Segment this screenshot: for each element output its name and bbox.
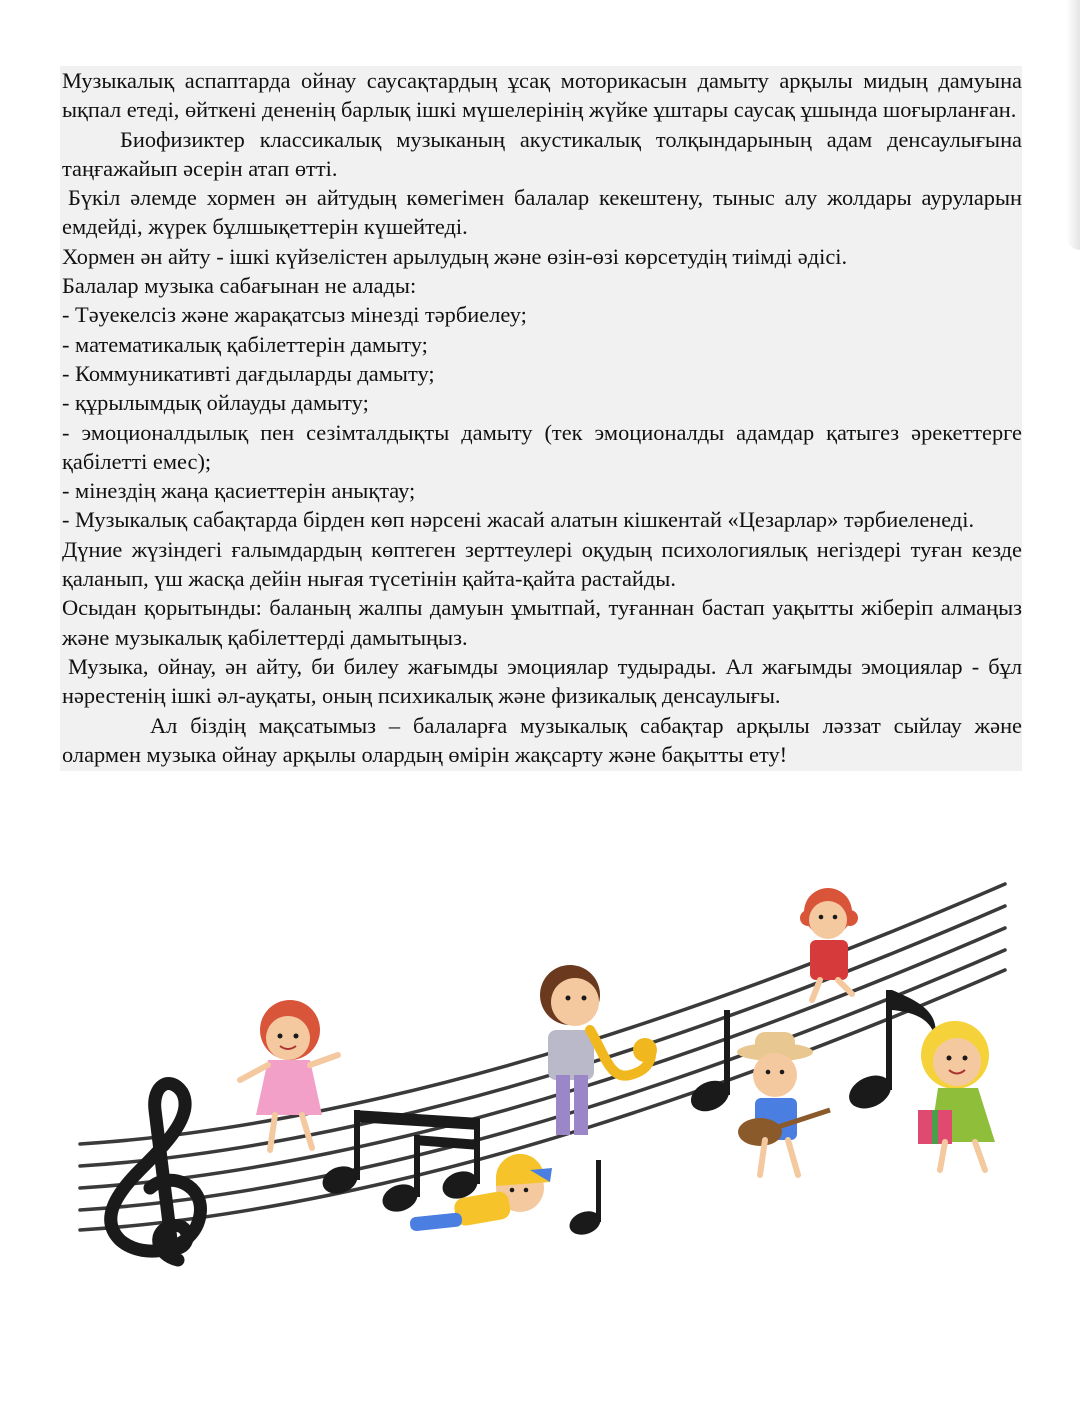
paragraph-choir-healing: Бүкіл әлемде хормен ән айтудың көмегімен балалар кекештену, тыныс алу жолдары ауруларын емдейді, жүрек бұлшықеттерін күшейтеді. [62,185,1022,240]
music-note-icon [686,1010,734,1117]
boy-guitar-icon [737,1032,830,1175]
paragraph-choir-stress: Хормен ән айту - ішкі күйзелістен арылудың және өзін-өзі көрсетудің тиімді әдісі. [62,243,848,269]
boy-lying-icon [409,1154,552,1232]
paragraph-motor-skills: Музыкалық аспаптарда ойнау саусақтардың ұсақ моторикасын дамыту арқылы мидың дамуына ықпал етеді, өйткені дененің барлық ішкі мүшелерінің жүйке ұштары саусақ ұшында шоғырланған. [62,68,1022,123]
staff-line [80,928,1005,1188]
illustration-svg [60,870,1040,1270]
list-item: - Тәуекелсіз және жарақатсыз мінезді тәрбиелеу; [62,302,527,328]
paragraph-benefits-heading: Балалар музыка сабағынан не алады: [62,273,417,299]
page-edge-shadow [1066,0,1080,250]
list-item: - құрылымдық ойлауды дамыту; [62,390,369,416]
girl-walking-icon [800,888,858,1000]
paragraph-research: Дүние жүзіндегі ғалымдардың көптеген зерттеулері оқудың психологиялық негіздері туған кезде қаланып, үш жасқа дейін нығая түсетінін қайта-қайта растайды. [62,536,1022,592]
beamed-notes-icon [319,1110,482,1216]
paragraph-conclusion: Осыдан қорытынды: баланың жалпы дамуын ұмытпай, туғаннан бастап уақытты жіберіп алмаңыз және музыкалық қабілеттерді дамытыңыз. [62,595,1022,650]
list-item: - Коммуникативті дағдыларды дамыту; [62,360,435,386]
list-item: - мінездің жаңа қасиеттерін анықтау; [62,478,416,504]
list-item: - эмоционалдылық пен сезімталдықты дамыту (тек эмоционалды адамдар қатыгез әрекеттерге қабілетті емес); [62,419,1022,474]
paragraph-positive-emotions: Музыка, ойнау, ән айту, би билеу жағымды эмоциялар тудырады. Ал жағымды эмоциялар - бұл нәрестенің ішкі әл-ауқаты, оның психикалық және физикалық денсаулығы. [62,653,1022,709]
list-item: - математикалық қабілеттерін дамыту; [62,331,428,357]
staff-line [80,906,1005,1166]
paragraph-biophysicists: Биофизиктер классикалық музыканың акустикалық толқындарының адам денсаулығына таңғажайып әсерін атап өтті. [62,126,1022,181]
treble-clef-icon [111,1084,201,1260]
list-item: - Музыкалық сабақтарда бірден көп нәрсені жасай алатын кішкентай «Цезарлар» тәрбиеленеді. [62,507,975,533]
paragraph-goal: Ал біздің мақсатымыз – балаларға музыкалық сабақтар арқылы ләззат сыйлау және олармен музыка ойнау арқылы олардың өмірін жақсарту және бақытты ету! [62,712,1022,767]
girl-gift-icon [918,1021,995,1170]
music-note-icon [566,1160,604,1239]
music-children-illustration [60,870,1040,1270]
girl-dancing-icon [240,1000,338,1150]
document-text [60,66,1022,771]
